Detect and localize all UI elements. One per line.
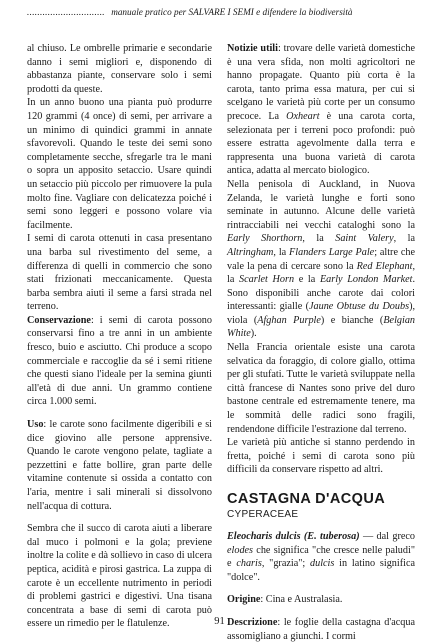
paragraph-text: : trovare delle varietà domestiche è una vera sfida, non molti agricoltori ne hanno propagate. Quanto più corta è la carota, tanto prima essa matura, per cui si scelgano le varietà più corte per un consumo precoce. La: [227, 43, 415, 122]
paragraph-text: , la: [227, 260, 415, 286]
running-header: [27, 7, 421, 21]
left-column: [27, 42, 212, 631]
term-label: Conservazione: [27, 314, 91, 326]
paragraph-text: . Sono disponibili anche carote dai colori interessanti: gialle (: [227, 274, 416, 313]
paragraph-text: Nella penisola di Auckland, in Nuova Zelanda, le varietà lunghe e forti sono seminate in autunno. Alcune delle varietà rintracciabili nei vecchi cataloghi sono la: [227, 178, 415, 231]
paragraph-conservazione: [27, 314, 212, 409]
header-dots: ..............................: [27, 7, 105, 17]
term-label: Uso: [27, 419, 44, 431]
paragraph-text: , la: [273, 246, 290, 258]
paragraph-text: in latino significa "dolce".: [227, 558, 415, 583]
paragraph: Nella Francia orientale esiste una carota selvatica da foraggio, di colore giallo, ottima per gli stufati. Tutte le varietà sviluppate nella città francese di Nantes sono prive del duro bastone centrale ed estremamente tenere, ma le sommità delle radici sono fragili, rendendone difficile l'estrazione dal terreno.: [227, 342, 415, 435]
paragraph-text: ), viola (: [227, 301, 416, 326]
page-number: 91: [214, 616, 225, 627]
paragraph-text: : Cina e Australasia.: [260, 594, 343, 606]
paragraph-text: : le foglie della castagna d'acqua assomigliano a giunchi. I cormi: [227, 616, 415, 642]
paragraph-species: [227, 530, 415, 584]
variety-name: Scarlet Horn: [239, 274, 295, 286]
paragraph: I semi di carota ottenuti in casa presentano una barba sul rivestimento del seme, a differenza di quelli in commercio che sono stati frizionati meccanicamente. Questa barba sembra aiuti il seme a farsi strada nel terreno.: [27, 233, 212, 313]
paragraph-text: ).: [250, 328, 257, 340]
section-subtitle: CYPERACEAE: [227, 509, 299, 520]
paragraph-text: che significa "che cresce nelle paludi" e: [227, 544, 415, 570]
paragraph-text: , la: [393, 233, 415, 245]
paragraph-uso: [27, 418, 212, 513]
paragraph-origine: [227, 593, 415, 607]
variety-name: Flanders Large Pale: [289, 246, 375, 258]
paragraph-text: ; altre che vale la pena di cercare sono la: [227, 246, 415, 272]
header-title: manuale pratico per SALVARE I SEMI e difendere la biodiversità: [111, 7, 353, 17]
paragraph-text: è una carota corta, selezionata per i terreni poco profondi: può essere estratta agevolmente dalla terra e rappresenta una buona varietà di carota antica, adatta al mercato biologico.: [227, 110, 415, 177]
paragraph-text: ) e bianche (: [320, 314, 384, 326]
right-column: [227, 42, 415, 643]
section-title: CASTAGNA D'ACQUA: [227, 491, 386, 507]
paragraph-varieties: [227, 178, 415, 341]
etymology-term: dulcis: [310, 558, 335, 570]
paragraph-text: — dal greco: [359, 531, 415, 542]
variety-name: Oxheart: [286, 110, 320, 122]
paragraph: al chiuso. Le ombrelle primarie e secondarie danno i semi migliori e, disponendo di abbastanza piante, conservare solo i semi prodotti da queste.: [27, 43, 212, 95]
species-name: Eleocharis dulcis (E. tuberosa): [227, 531, 360, 542]
paragraph: Le varietà più antiche si stanno perdendo in fretta, poiché i semi di carota sono più difficili da conservare rispetto ad altri.: [227, 437, 415, 476]
etymology-term: elodes: [227, 544, 254, 556]
paragraph-text: , "grazia";: [261, 558, 311, 570]
paragraph-text: : i semi di carota possono conservarsi fino a tre anni in un ambiente fresco, buio e asciutto. Chi produce a scopo commerciale e raccoglie da sé i semi ritiene che questi siano l'ideale per la semina giunti all'età di due anni. Un grammo contiene circa 1.000 semi.: [27, 314, 212, 408]
variety-name: Jaune Obtuse du Doubs: [308, 301, 410, 313]
paragraph-text: : le carote sono facilmente digeribili e si dice giovino alle persone apprensive. Quando le carote vengono pelate, tagliate a pezzettini e fatte bollire, gran parte delle vitamine contenute si ossida a contatto con l'aria, mentre i sali minerali si dissolvono nell'acqua di cottura.: [27, 419, 212, 512]
variety-name: Red Elephant: [356, 260, 413, 272]
paragraph: In un anno buono una pianta può produrre 120 grammi (4 once) di semi, per arrivare a un minimo di quindici grammi in annate sfavorevoli. Quando le teste dei semi sono completamente secche, sfregarle tra le mani o sopra un apposito setaccio. Usare quindi un setaccio più piccolo per rimuovere la pula molto fine. Vagliare con delicatezza poiché i semi sono leggeri e possono volare via facilmente.: [27, 97, 212, 231]
term-label: Origine: [227, 594, 261, 606]
variety-name: Early London Market: [319, 274, 413, 286]
term-label: Descrizione: [227, 616, 278, 628]
variety-name: Afghan Purple: [257, 314, 321, 326]
variety-name: Altringham: [227, 246, 274, 258]
variety-name: Belgian White: [227, 314, 416, 340]
paragraph-text: , la: [302, 233, 336, 245]
paragraph-text: e la: [294, 274, 320, 286]
term-label: Notizie utili: [227, 43, 278, 54]
variety-name: Saint Valery: [335, 233, 394, 245]
paragraph: Sembra che il succo di carota aiuti a liberare dal muco i polmoni e la gola; previene inoltre la colite e dà sollievo in caso di ulcera peptica, acidità e pirosi gastrica. La zuppa di carote è un eccellente nutrimento in periodi di problemi gastrici e digestivi. Una tisana concentrata a base di semi di carota può essere un rimedio per le flatulenze.: [27, 523, 212, 630]
variety-name: Early Shorthorn: [227, 233, 303, 245]
paragraph-notizie-utili: [227, 42, 415, 178]
etymology-term: charis: [236, 558, 262, 570]
